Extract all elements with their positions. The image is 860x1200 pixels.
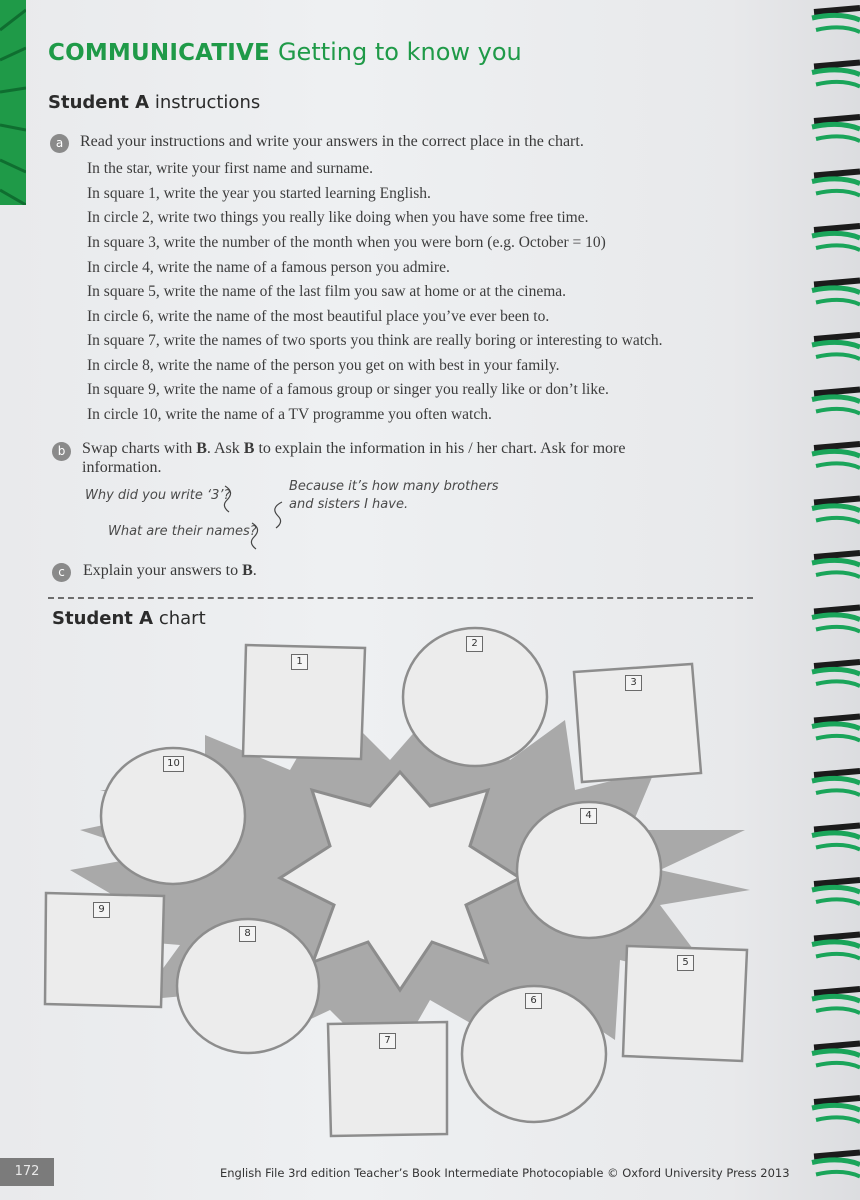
instruction-line-11: In circle 10, write the name of a TV programme you often watch. bbox=[87, 406, 492, 423]
section-b-bold-1: B bbox=[196, 440, 207, 457]
label-9: 9 bbox=[93, 902, 110, 918]
label-5: 5 bbox=[677, 955, 694, 971]
instruction-line-4: In square 3, write the number of the month when you were born (e.g. October = 10) bbox=[87, 234, 606, 251]
section-c-bold: B bbox=[242, 562, 253, 579]
spiral-coil bbox=[812, 499, 860, 523]
instruction-line-8: In square 7, write the names of two sports you think are really boring or interesting to watch. bbox=[87, 332, 663, 349]
spiral-coil bbox=[812, 117, 860, 141]
spiral-coil bbox=[812, 717, 860, 741]
label-1: 1 bbox=[291, 654, 308, 670]
section-a-intro: Read your instructions and write your answers in the correct place in the chart. bbox=[80, 133, 584, 150]
spiral-coil bbox=[812, 1098, 860, 1122]
instruction-line-7: In circle 6, write the name of the most beautiful place you’ve ever been to. bbox=[87, 308, 550, 325]
spiral-coil bbox=[812, 281, 860, 305]
spiral-coil bbox=[812, 444, 860, 468]
spiral-binding bbox=[800, 0, 860, 1200]
section-b-pre: Swap charts with bbox=[82, 440, 197, 457]
section-b-mid: . Ask bbox=[206, 440, 244, 457]
footer-credit-bold: English File 3rd edition Teacher’s Book Intermediate bbox=[220, 1166, 519, 1180]
label-8: 8 bbox=[239, 926, 256, 942]
section-c-post: . bbox=[252, 562, 257, 579]
center-star bbox=[280, 772, 520, 990]
section-c-pre: Explain your answers to bbox=[83, 562, 243, 579]
spiral-coil bbox=[812, 880, 860, 904]
spiral-coil bbox=[812, 1044, 860, 1068]
section-b-post: to explain the information in his / her chart. Ask for more information. bbox=[82, 440, 626, 476]
spiral-coil bbox=[812, 771, 860, 795]
instructions-heading-bold: Student A bbox=[48, 92, 150, 113]
title-rest: Getting to know you bbox=[277, 38, 522, 66]
spiral-coil bbox=[812, 390, 860, 414]
spiral-coil bbox=[812, 989, 860, 1013]
instruction-line-1: In the star, write your first name and surname. bbox=[87, 160, 374, 177]
chart-heading-bold: Student A bbox=[52, 608, 154, 629]
spiral-coil bbox=[812, 1153, 860, 1177]
spiral-coil bbox=[812, 8, 860, 32]
chart-heading-rest: chart bbox=[158, 608, 206, 629]
instruction-line-9: In circle 8, write the name of the person you get on with best in your family. bbox=[87, 357, 560, 374]
example-answer-line-1: Because it’s how many brothers bbox=[289, 479, 499, 494]
label-7: 7 bbox=[379, 1033, 396, 1049]
spiral-coil bbox=[812, 935, 860, 959]
bullet-a: a bbox=[50, 134, 69, 153]
title-bold: COMMUNICATIVE bbox=[48, 40, 270, 66]
instruction-line-10: In square 9, write the name of a famous group or singer you really like or don’t like. bbox=[87, 381, 609, 398]
label-2: 2 bbox=[466, 636, 483, 652]
footer-credit bbox=[220, 1166, 790, 1180]
spiral-coil bbox=[812, 826, 860, 850]
bullet-c: c bbox=[52, 563, 71, 582]
example-question-2: What are their names? bbox=[108, 524, 257, 539]
label-10: 10 bbox=[163, 756, 184, 772]
spiral-coil bbox=[812, 226, 860, 250]
page-number: 172 bbox=[0, 1158, 54, 1186]
section-b-bold-2: B bbox=[243, 440, 255, 457]
instruction-line-2: In square 1, write the year you started learning English. bbox=[87, 185, 431, 202]
label-6: 6 bbox=[525, 993, 542, 1009]
instruction-line-3: In circle 2, write two things you really like doing when you have some free time. bbox=[87, 209, 589, 226]
spiral-coil bbox=[812, 662, 860, 686]
footer-credit-rest: Photocopiable © Oxford University Press 2013 bbox=[518, 1166, 790, 1180]
spiral-coil bbox=[812, 553, 860, 577]
spiral-coil bbox=[812, 335, 860, 359]
instruction-line-5: In circle 4, write the name of a famous person you admire. bbox=[87, 259, 450, 276]
instruction-line-6: In square 5, write the name of the last film you saw at home or at the cinema. bbox=[87, 283, 567, 300]
label-3: 3 bbox=[625, 675, 642, 691]
example-question-1: Why did you write ‘3’? bbox=[85, 488, 231, 503]
label-4: 4 bbox=[580, 808, 597, 824]
bullet-b: b bbox=[52, 442, 71, 461]
example-answer-line-2: and sisters I have. bbox=[289, 497, 409, 512]
spiral-coil bbox=[812, 608, 860, 632]
spiral-coil bbox=[812, 172, 860, 196]
spiral-coil bbox=[812, 63, 860, 87]
instructions-heading-rest: instructions bbox=[154, 92, 261, 113]
